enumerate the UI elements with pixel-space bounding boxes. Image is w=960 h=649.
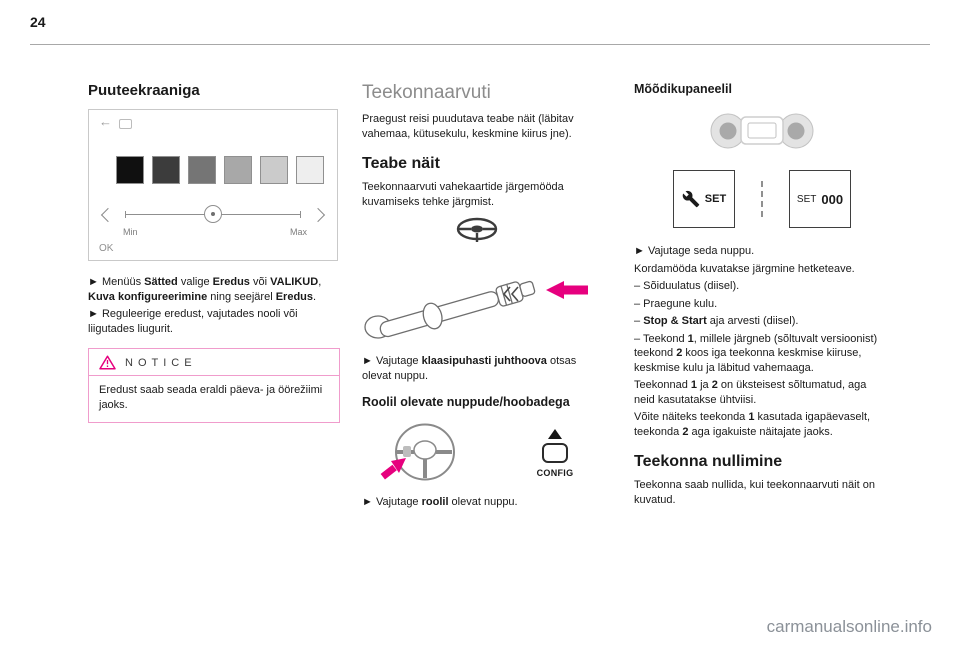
wiper-stalk-drawing (362, 251, 592, 343)
heading-instrument-panel: Mõõdikupaneelil (634, 82, 732, 96)
trip-info-item: – Praegune kulu. (634, 297, 718, 310)
heading-wheel-controls: Roolil olevate nuppude/hoobadega (362, 395, 570, 410)
max-label: Max (289, 227, 307, 237)
notice-body: Eredust saab seada eraldi päeva- ja öörežiimi jaoks. (99, 384, 323, 411)
steering-wheel-pictogram (362, 217, 592, 247)
step-press-button: ► Vajutage seda nuppu. (634, 245, 755, 257)
magenta-arrow-icon (546, 281, 588, 299)
wiper-stalk-figure (362, 251, 592, 348)
config-label: CONFIG (536, 467, 574, 478)
display-intro: Teekonnaarvuti vahekaartide järgemööda kuvamiseks tehke järgmist. (362, 181, 564, 208)
set-label: SET (796, 193, 817, 205)
page-number: 24 (30, 14, 46, 30)
step-wheel-button: ► Vajutage roolil olevat nuppu. (362, 496, 518, 509)
heading-trip-reset: Teekonna nullimine (634, 453, 783, 471)
set-label: SET (704, 193, 727, 205)
set-button-counter (789, 170, 851, 228)
brightness-settings-figure (88, 109, 338, 261)
brightness-swatch (116, 156, 144, 184)
config-button-figure (528, 429, 582, 478)
notice-box (88, 348, 340, 423)
header-rule (30, 44, 930, 45)
ok-label: OK (99, 243, 114, 254)
column-trip-computer (362, 82, 592, 513)
brightness-swatches (116, 156, 324, 184)
slider-knob (204, 205, 222, 223)
column-touchscreen (88, 82, 340, 423)
config-button-icon (542, 443, 568, 463)
heading-trip-computer: Teekonnaarvuti (362, 82, 491, 103)
home-icon (119, 119, 132, 129)
up-arrow-icon (548, 429, 562, 439)
wrench-icon (682, 190, 700, 208)
wheel-controls-figures (362, 417, 592, 487)
brightness-swatch (152, 156, 180, 184)
min-label: Min (123, 227, 138, 237)
trip-info-item: – Stop & Start aja arvesti (diisel). (634, 315, 799, 328)
back-arrow-icon: ← (99, 114, 112, 129)
instrument-cluster-icon (703, 104, 821, 158)
trip-info-item: – Sõiduulatus (diisel). (634, 280, 740, 293)
brightness-swatch (296, 156, 324, 184)
watermark: carmanualsonline.info (766, 617, 932, 636)
chevron-left-icon (101, 208, 115, 222)
warning-triangle-icon (99, 355, 116, 370)
brightness-swatch (188, 156, 216, 184)
column-instrument-panel (634, 82, 890, 510)
notice-title: NOTICE (125, 356, 197, 369)
trip-info-item: – Teekond 1, millele järgneb (sõltuvalt versioonist) teekond 2 koos iga teekonna keskmise kiiruse, keskmise kulu ja läbitud vahemaaga. (634, 332, 878, 374)
heading-touchscreen: Puuteekraaniga (88, 82, 200, 99)
steering-wheel-icon (454, 217, 500, 247)
step-menu-settings: ► Menüüs Sätted valige Eredus või VALIKUD, Kuva konfigureerimine ning seejärel Eredus. (88, 276, 322, 303)
brightness-swatch (260, 156, 288, 184)
step-adjust-brightness: ► Reguleerige eredust, vajutades nooli või liigutades liugurit. (88, 308, 298, 335)
trip-reset-text: Teekonna saab nullida, kui teekonnaarvuti näit on kuvatud. (634, 479, 875, 506)
trip-computer-intro: Praegust reisi puudutava teabe näit (läbitav vahemaa, kütusekulu, keskmine kiirus jne). (362, 113, 574, 140)
steering-wheel-arrow-figure (378, 421, 466, 485)
instrument-cluster-figure (634, 104, 890, 158)
notice-header (89, 349, 339, 376)
dashed-divider (761, 181, 763, 217)
heading-display: Teabe näit (362, 155, 440, 173)
trip-note: Võite näiteks teekonda 1 kasutada igapäevaselt, teekonda 2 aga igakuiste näitajate jaoks. (634, 411, 871, 438)
set-buttons-figure (634, 170, 890, 228)
brightness-swatch (224, 156, 252, 184)
trip-note: Teekonnad 1 ja 2 on üksteisest sõltumatud, aga neid kasutatakse ühtviisi. (634, 379, 867, 406)
cycle-intro: Kordamööda kuvatakse järgmine hetketeave. (634, 262, 855, 275)
set-button-wrench (673, 170, 735, 228)
step-stalk-button: ► Vajutage klaasipuhasti juhthoova otsas olevat nuppu. (362, 355, 577, 382)
chevron-right-icon (311, 208, 325, 222)
counter-value: 000 (821, 191, 844, 207)
